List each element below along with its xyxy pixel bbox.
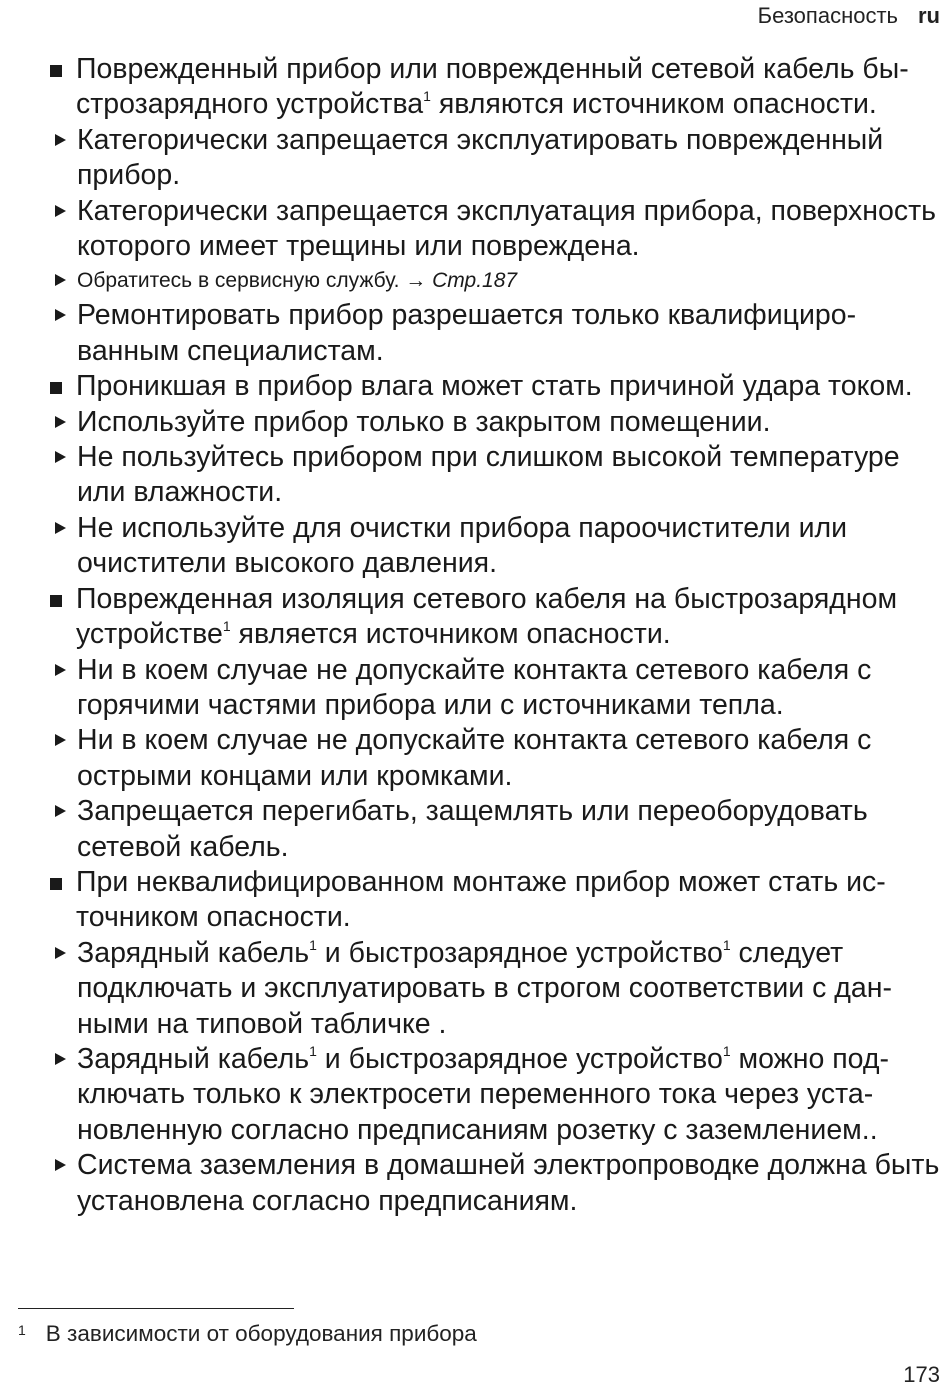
page-number: 173	[903, 1362, 940, 1387]
action-step-service	[48, 264, 940, 298]
hazard-item-moisture	[48, 369, 940, 404]
hazard-text-end: являются источником опасности.	[430, 88, 877, 121]
footnote-ref: 1	[309, 1042, 317, 1059]
arrow-right-icon: →	[405, 269, 427, 293]
footnote-ref: 1	[722, 936, 731, 953]
action-list	[48, 123, 940, 369]
action-step: Зарядный кабель$^1$ и быстрозарядное устройство$^1$ можно подключать только к электросети переменного тока через установленную согласно предписаниям розетку с заземлением..	[48, 1042, 940, 1148]
action-step: Ремонтировать прибор разрешается только квалифицированным специалистам.	[48, 298, 940, 369]
footnote-ref: 1	[222, 618, 231, 635]
footnote-mark: 1	[18, 1322, 26, 1338]
footnote	[18, 1319, 477, 1351]
hazard-text: Поврежденный прибор или поврежденный сетевой кабель быстрозарядного устройства	[76, 53, 909, 121]
page-reference-link[interactable]: Стр.187	[432, 269, 518, 293]
hazard-item-cable-insulation	[48, 582, 940, 653]
language-code: ru	[918, 3, 940, 28]
action-step: Не пользуйтесь прибором при слишком высокой температуре или влажности.	[48, 440, 940, 511]
hazard-text: При неквалифицированном монтаже прибор может стать источником опасности.	[76, 865, 886, 934]
hazard-text: Проникшая в прибор влага может стать причиной удара током.	[76, 370, 913, 403]
action-step: Ни в коем случае не допускайте контакта сетевого кабеля с горячими частями прибора или с источниками тепла.	[48, 653, 940, 724]
hazard-item-damaged-device	[48, 52, 940, 123]
action-step: Категорически запрещается эксплуатация прибора, поверхность которого имеет трещины или повреждена.	[48, 194, 940, 265]
action-list	[48, 936, 940, 1219]
action-step: Используйте прибор только в закрытом помещении.	[48, 405, 940, 440]
action-step: Не используйте для очистки прибора пароочистители или очистители высокого давления.	[48, 511, 940, 582]
section-title: Безопасность	[757, 3, 898, 28]
footnote-ref: 1	[309, 936, 317, 953]
hazard-text-end: является источником опасности.	[230, 618, 671, 651]
action-step: Система заземления в домашней электропроводке должна быть установлена согласно предписаниям.	[48, 1148, 940, 1219]
footnote-divider	[18, 1308, 294, 1309]
safety-content	[48, 52, 940, 1219]
hazard-text: Поврежденная изоляция сетевого кабеля на быстрозарядном устройстве	[76, 582, 898, 651]
action-step: Категорически запрещается эксплуатировать поврежденный прибор.	[48, 123, 940, 194]
action-step: Ни в коем случае не допускайте контакта сетевого кабеля с острыми концами или кромками.	[48, 723, 940, 794]
footnote-ref: 1	[722, 1042, 731, 1059]
footnote-ref: 1	[423, 88, 431, 105]
action-list	[48, 653, 940, 865]
running-header	[758, 2, 940, 30]
action-step: Зарядный кабель$^1$ и быстрозарядное устройство$^1$ следует подключать и эксплуатировать в строгом соответствии с данными на типовой табличке .	[48, 936, 940, 1042]
service-text: Обратитесь в сервисную службу.	[77, 269, 400, 293]
action-step: Запрещается перегибать, защемлять или переоборудовать сетевой кабель.	[48, 794, 940, 865]
action-list	[48, 405, 940, 582]
hazard-item-installation	[48, 865, 940, 936]
footnote-text: В зависимости от оборудования прибора	[45, 1321, 477, 1346]
